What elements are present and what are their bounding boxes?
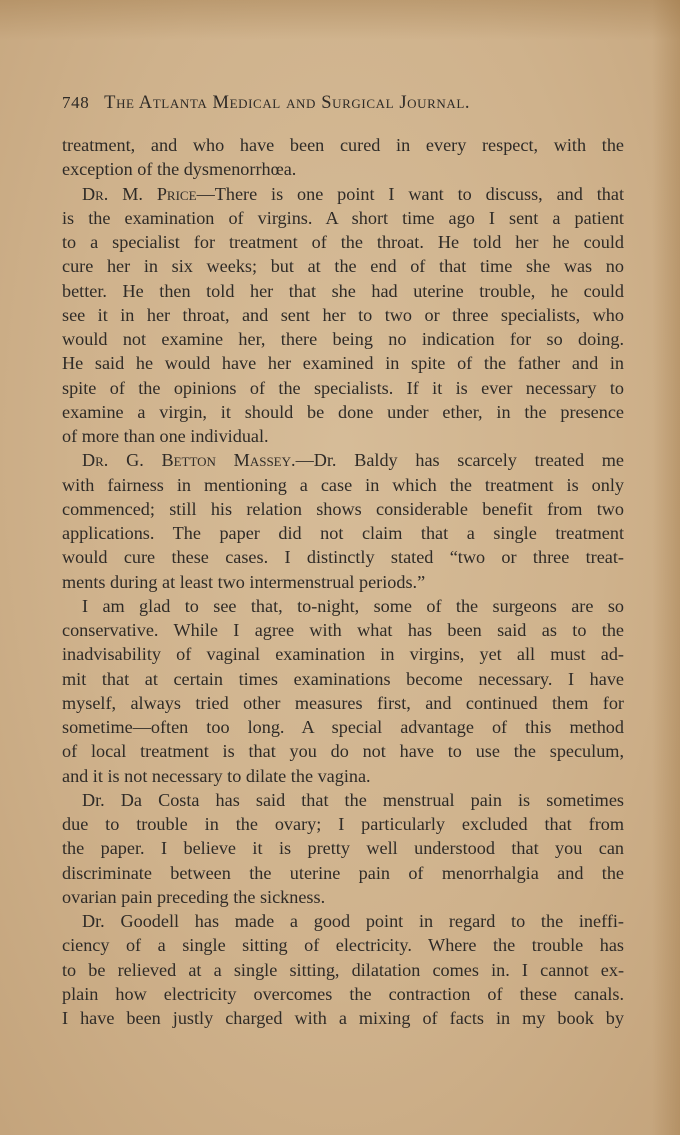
text-line: see it in her throat, and sent her to two or three specialists, who [62, 304, 624, 325]
text-line: cure her in six weeks; but at the end of that time she was no [62, 256, 624, 277]
text-line: Dr. Goodell has made a good point in regard to the ineffi- [82, 911, 624, 931]
journal-title: The Atlanta Medical and Surgical Journal. [104, 93, 471, 113]
page-number: 748 [62, 93, 90, 112]
text-line: of more than one individual. [62, 426, 269, 446]
text-line: exception of the dysmenorrhœa. [62, 159, 297, 180]
text-line [62, 448, 624, 472]
text-line: would not examine her, there being no indication for so doing. [62, 329, 624, 349]
text-line: Dr. Da Costa has said that the menstrual pain is sometimes [82, 789, 624, 810]
text-line: and it is not necessary to dilate the vagina. [62, 765, 371, 786]
running-header [62, 93, 622, 114]
speaker-name: Dr. G. Betton Massey [82, 450, 292, 471]
text-line: examine a virgin, it should be done under ether, in the presence [62, 401, 624, 422]
text-line: I have been justly charged with a mixing of facts in my book by [62, 1008, 624, 1028]
text-line: ciency of a single sitting of electricity. Where the trouble has [62, 935, 624, 956]
text-line: to be relieved at a single sitting, dilatation comes in. I cannot ex- [62, 959, 624, 980]
text-line: better. He then told her that she had uterine trouble, he could [62, 280, 624, 301]
text-line: He said he would have her examined in spite of the father and in [62, 353, 624, 374]
paragraph-4 [62, 594, 624, 788]
text-line: spite of the opinions of the specialists. If it is ever necessary to [62, 377, 624, 398]
text-line: conservative. While I agree with what has been said as to the [62, 620, 624, 640]
line-text: .—Dr. Baldy has scarcely treated me [291, 450, 624, 471]
text-line: inadvisability of vaginal examination in virgins, yet all must ad- [62, 644, 624, 665]
paragraph-1 [62, 133, 624, 182]
text-line: with fairness in mentioning a case in which the treatment is only [62, 474, 624, 495]
paragraph-5 [62, 788, 624, 909]
page-top-shading [0, 0, 680, 40]
speaker-name: Dr. M. Price [82, 183, 197, 204]
text-line: myself, always tried other measures first, and continued them for [62, 692, 624, 713]
text-line: treatment, and who have been cured in every respect, with the [62, 135, 624, 155]
text-line: would cure these cases. I distinctly stated “two or three treat- [62, 547, 624, 568]
text-line: commenced; still his relation shows considerable benefit from two [62, 498, 624, 519]
text-line: is the examination of virgins. A short time ago I sent a patient [62, 207, 624, 228]
text-line: sometime—often too long. A special advantage of this method [62, 717, 624, 737]
body-text [62, 133, 624, 1030]
text-line: ovarian pain preceding the sickness. [62, 886, 326, 907]
text-line: of local treatment is that you do not have to use the speculum, [62, 741, 624, 762]
text-line: to a specialist for treatment of the throat. He told her he could [62, 232, 624, 252]
text-line [62, 182, 624, 206]
paragraph-3 [62, 448, 624, 594]
text-line: I am glad to see that, to-night, some of the surgeons are so [82, 595, 624, 616]
paragraph-6 [62, 909, 624, 1030]
text-line: due to trouble in the ovary; I particularly excluded that from [62, 814, 624, 834]
page-right-shading [652, 0, 680, 1135]
text-line: ments during at least two intermenstrual periods.” [62, 571, 426, 592]
text-line: mit that at certain times examinations become necessary. I have [62, 668, 624, 689]
line-text: —There is one point I want to discuss, and that [196, 183, 624, 204]
text-line: plain how electricity overcomes the contraction of these canals. [62, 983, 624, 1004]
paragraph-2 [62, 182, 624, 449]
text-line: the paper. I believe it is pretty well understood that you can [62, 838, 624, 859]
text-line: discriminate between the uterine pain of menorrhalgia and the [62, 862, 624, 883]
text-line: applications. The paper did not claim that a single treatment [62, 523, 624, 543]
